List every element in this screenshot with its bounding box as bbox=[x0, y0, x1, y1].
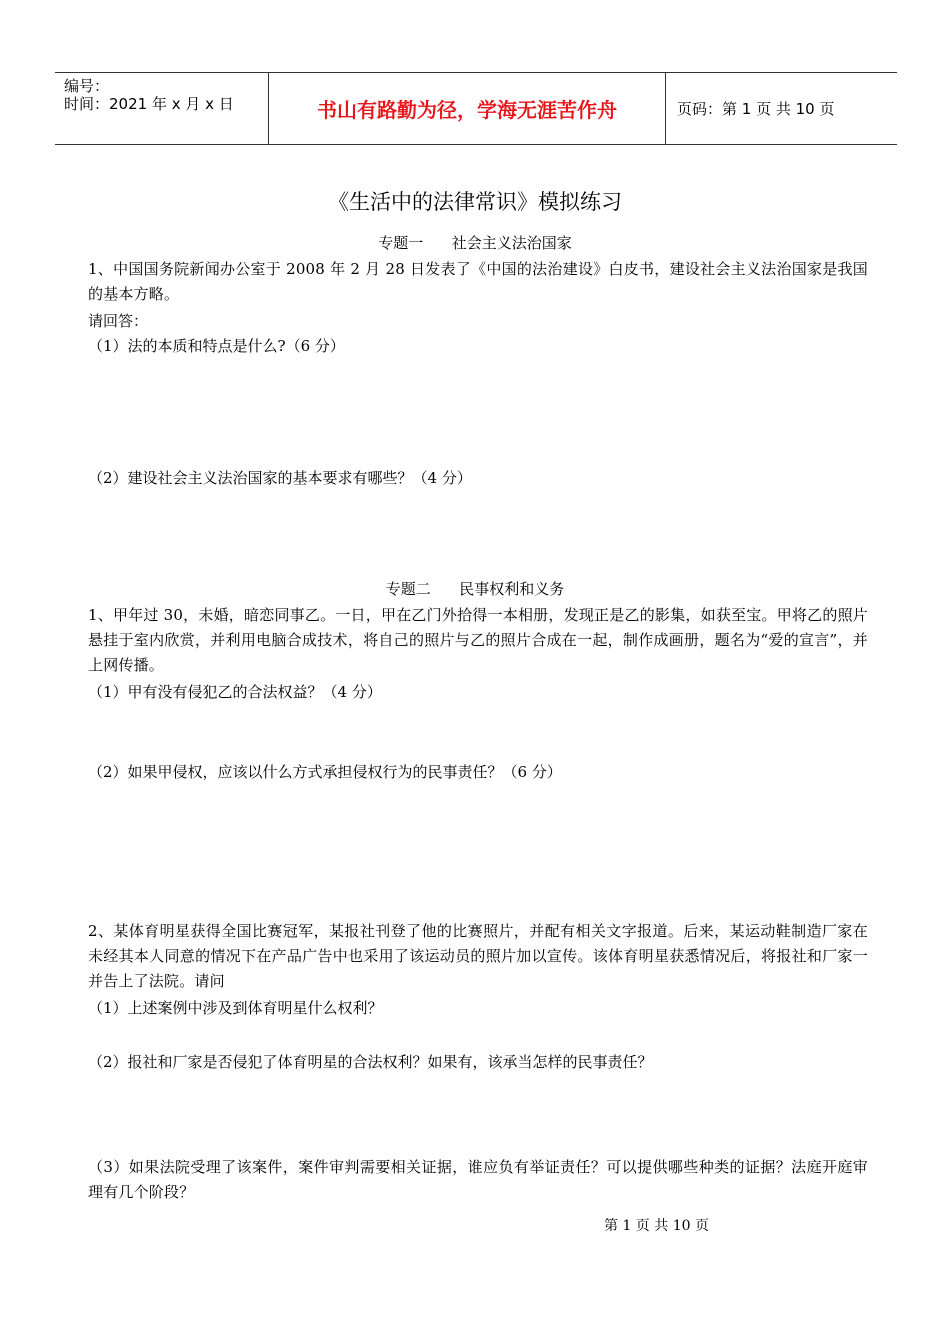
section-2-q2-subquestion-1: （1）上述案例中涉及到体育明星什么权利？ bbox=[88, 999, 383, 1017]
section-2-q1-subquestion-2: （2）如果甲侵权，应该以什么方式承担侵权行为的民事责任？（6 分） bbox=[88, 763, 562, 781]
page-header bbox=[55, 72, 897, 145]
section-1-prompt: 请回答： bbox=[88, 312, 149, 330]
header-meta bbox=[55, 73, 269, 144]
section-2-question-1: 1、甲年过 30，未婚，暗恋同事乙。一日，甲在乙门外拾得一本相册，发现正是乙的影集，如获至宝。甲将乙的照片悬挂于室内欣赏，并利用电脑合成技术，将自己的照片与乙的照片合成在一起，制作成画册，题名为“爱的宣言”，并上网传播。 bbox=[88, 606, 868, 674]
section-2-q1-subquestion-1: （1）甲有没有侵犯乙的合法权益？（4 分） bbox=[88, 683, 382, 701]
section-2-question-2: 2、某体育明星获得全国比赛冠军，某报社刊登了他的比赛照片，并配有相关文字报道。后来，某运动鞋制造厂家在未经其本人同意的情况下在产品广告中也采用了该运动员的照片加以宣传。该体育明星获悉情况后，将报社和厂家一并告上了法院。请问 bbox=[88, 922, 868, 990]
header-page-info-cell bbox=[666, 73, 897, 144]
header-motto-cell bbox=[269, 73, 666, 144]
document-date-label: 时间：2021 年 x 月 x 日 bbox=[64, 95, 234, 113]
section-1-question-1: 1、中国国务院新闻办公室于 2008 年 2 月 28 日发表了《中国的法治建设》白皮书，建设社会主义法治国家是我国的基本方略。 bbox=[88, 260, 868, 303]
section-1-subquestion-2: （2）建设社会主义法治国家的基本要求有哪些？（4 分） bbox=[88, 469, 472, 487]
page-footer: 第 1 页 共 10 页 bbox=[604, 1218, 709, 1234]
document-number-label: 编号： bbox=[64, 77, 110, 95]
section-2-heading: 专题二 民事权利和义务 bbox=[385, 580, 565, 598]
section-2-q2-subquestion-3: （3）如果法院受理了该案件，案件审判需要相关证据，谁应负有举证责任？可以提供哪些种类的证据？法庭开庭审理有几个阶段？ bbox=[88, 1158, 868, 1201]
header-motto: 书山有路勤为径，学海无涯苦作舟 bbox=[317, 98, 617, 122]
header-page-info: 页码：第 1 页 共 10 页 bbox=[677, 100, 835, 118]
document-title: 《生活中的法律常识》模拟练习 bbox=[328, 190, 622, 214]
section-1-subquestion-1: （1）法的本质和特点是什么?（6 分） bbox=[88, 337, 345, 355]
section-2-q2-subquestion-2: （2）报社和厂家是否侵犯了体育明星的合法权利？如果有，该承当怎样的民事责任？ bbox=[88, 1053, 653, 1071]
section-1-heading: 专题一 社会主义法治国家 bbox=[378, 234, 572, 252]
